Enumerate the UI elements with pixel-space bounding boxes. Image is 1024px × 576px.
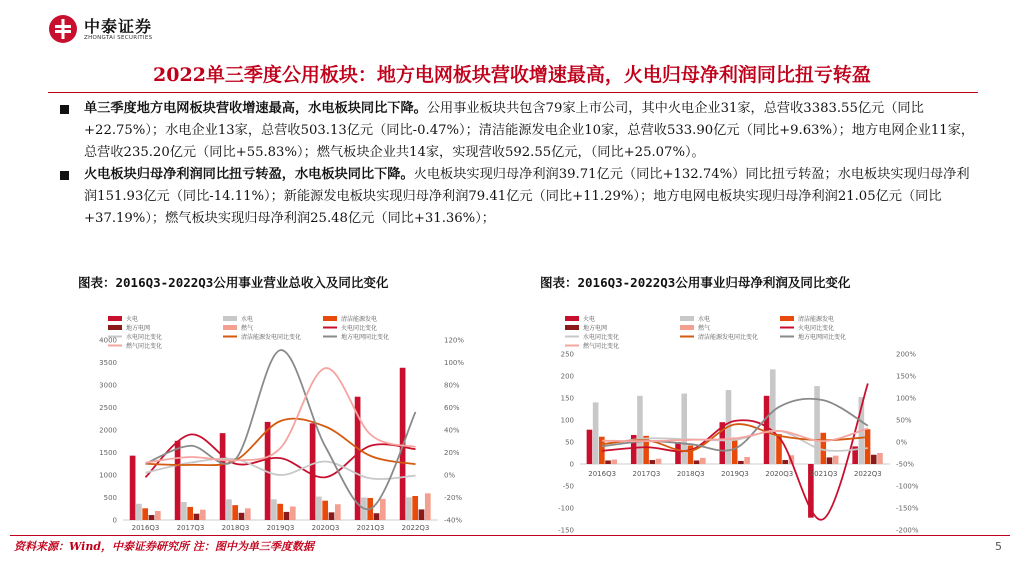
y-tick-label: 4000	[99, 336, 117, 345]
bar-hydro	[226, 499, 232, 520]
bar-hydro	[271, 499, 277, 520]
legend-swatch	[223, 316, 237, 321]
legend-label: 清洁能源发电	[798, 316, 835, 323]
logo-name-en: ZHONGTAI SECURITIES	[84, 34, 153, 41]
legend-label: 地方电网同比变化	[798, 334, 847, 341]
legend-label: 水电	[698, 316, 711, 323]
y-tick-label: 250	[560, 350, 574, 359]
revenue-chart	[78, 300, 478, 540]
legend-label: 燃气同比变化	[583, 343, 620, 350]
bar-thermal	[310, 423, 316, 520]
bar-grid	[827, 457, 833, 464]
bar-grid	[738, 461, 744, 464]
bar-gas	[245, 508, 251, 520]
legend-swatch	[565, 325, 579, 330]
bar-gas	[877, 453, 883, 464]
y-tick-label: 1500	[99, 449, 117, 457]
y2-tick-label: 80%	[444, 381, 460, 390]
bar-hydro	[770, 369, 776, 464]
x-tick-label: 2018Q3	[221, 524, 250, 532]
y-tick-label: 1000	[99, 471, 117, 480]
bullet-square-icon	[60, 171, 69, 180]
chart-title-revenue: 图表：2016Q3-2022Q3公用事业营业总收入及同比变化	[78, 275, 389, 290]
bar-gas	[744, 457, 750, 464]
y-tick-label: 3500	[99, 359, 117, 367]
bar-thermal	[764, 396, 770, 464]
bar-grid	[239, 513, 245, 520]
legend-label: 燃气同比变化	[126, 343, 163, 350]
y2-tick-label: 120%	[444, 336, 465, 345]
y2-tick-label: 20%	[444, 449, 460, 457]
bullet-list	[60, 98, 980, 230]
y-tick-label: 50	[565, 438, 574, 447]
bar-gas	[611, 460, 617, 464]
legend-swatch	[223, 325, 237, 330]
bullet-profit	[60, 164, 980, 230]
bar-hydro	[136, 504, 142, 520]
legend-swatch	[680, 325, 694, 330]
y-tick-label: 100	[560, 416, 574, 425]
bullet-revenue-body: 公用事业板块共包含79家上市公司，其中火电企业31家，总营收3383.55亿元（同比+22.75%）；水电企业13家，总营收503.13亿元（同比-0.47%）；清洁能源发电企业10家，总营收533.90亿元（同比+9.63%）；地方电网企业11家，总营收235.20亿元（同比+55.83%）；燃气板块企业共14家，实现营收592.55亿元，（同比+25.07%）。	[84, 101, 975, 160]
y2-tick-label: -200%	[896, 526, 919, 535]
x-tick-label: 2020Q3	[765, 470, 794, 478]
bar-hydro	[406, 497, 412, 520]
x-tick-label: 2016Q3	[131, 524, 160, 532]
bar-hydro	[637, 396, 643, 464]
y-tick-label: 2000	[99, 426, 117, 435]
legend-label: 燃气	[698, 325, 711, 332]
legend-label: 水电同比变化	[126, 334, 163, 341]
bar-thermal	[175, 441, 181, 520]
profit-chart	[540, 300, 940, 540]
legend-label: 地方电网	[583, 325, 608, 332]
logo-name-cn: 中泰证券	[84, 16, 153, 36]
bar-clean	[187, 507, 193, 520]
y-tick-label: -50	[562, 482, 574, 491]
legend-label: 清洁能源发电	[341, 316, 378, 323]
bar-grid	[374, 513, 380, 520]
bar-grid	[149, 515, 155, 520]
legend-label: 地方电网同比变化	[341, 334, 390, 341]
legend-label: 火电	[126, 316, 139, 323]
x-tick-label: 2018Q3	[676, 470, 705, 478]
chart-legend	[565, 315, 846, 350]
company-logo	[48, 14, 152, 44]
bar-clean	[865, 429, 871, 464]
bar-gas	[335, 504, 341, 520]
line-hydro_yoy	[146, 459, 416, 479]
legend-label: 水电同比变化	[583, 334, 620, 341]
bar-grid	[694, 460, 700, 464]
bar-clean	[732, 438, 738, 464]
legend-swatch	[565, 316, 579, 321]
bar-gas	[380, 499, 386, 520]
bar-clean	[688, 446, 694, 464]
source-note: 资料来源：Wind，中泰证券研究所 注：图中为单三季度数据	[14, 540, 314, 553]
footer-divider	[10, 535, 1010, 536]
bar-clean	[277, 504, 283, 520]
y2-tick-label: -50%	[896, 460, 915, 469]
y2-tick-label: 0%	[444, 471, 456, 480]
y-tick-label: 2500	[99, 404, 117, 412]
y2-tick-label: 100%	[896, 394, 917, 403]
x-tick-label: 2021Q3	[809, 470, 838, 478]
bar-gas	[290, 507, 296, 521]
bar-grid	[329, 512, 335, 520]
legend-swatch	[680, 316, 694, 321]
x-tick-label: 2017Q3	[632, 470, 661, 478]
y2-tick-label: -150%	[896, 504, 919, 513]
y2-tick-label: 100%	[444, 359, 465, 367]
bar-gas	[155, 511, 161, 520]
bar-hydro	[681, 394, 687, 464]
legend-label: 水电	[241, 316, 254, 323]
legend-label: 燃气	[241, 325, 254, 332]
logo-mark-icon	[48, 14, 78, 44]
bar-gas	[833, 456, 839, 464]
x-tick-label: 2021Q3	[356, 524, 385, 532]
legend-swatch	[108, 316, 122, 321]
bar-clean	[412, 496, 418, 520]
bar-grid	[194, 514, 200, 520]
y2-tick-label: 60%	[444, 404, 460, 412]
bar-grid	[284, 512, 290, 520]
legend-swatch	[108, 325, 122, 330]
bar-thermal	[587, 430, 593, 464]
y-tick-label: -150	[558, 526, 574, 535]
bar-gas	[200, 510, 206, 520]
bar-thermal	[130, 456, 136, 520]
bar-thermal	[220, 433, 226, 520]
y2-tick-label: 50%	[896, 416, 912, 425]
y-tick-label: 500	[103, 494, 117, 502]
x-tick-label: 2016Q3	[588, 470, 617, 478]
bar-clean	[232, 505, 238, 520]
y2-tick-label: -100%	[896, 482, 919, 491]
bar-grid	[650, 460, 656, 464]
bar-gas	[425, 493, 431, 520]
bar-hydro	[181, 502, 187, 520]
legend-label: 清洁能源发电同比变化	[698, 334, 759, 341]
legend-label: 火电同比变化	[798, 325, 835, 332]
bar-grid	[871, 455, 877, 464]
y2-tick-label: 200%	[896, 350, 917, 359]
bullet-revenue	[60, 98, 980, 164]
legend-label: 火电同比变化	[341, 325, 378, 332]
bullet-profit-body: 火电板块实现归母净利润39.71亿元（同比+132.74%）同比扭亏转盈；水电板块实现归母净利润151.93亿元（同比-14.11%）；新能源发电板块实现归母净利润79.41亿元（同比+11.29%）；地方电网电板块实现归母净利润21.05亿元（同比+37.19%）；燃气板块实现归母净利润25.48亿元（同比+31.36%）；	[84, 167, 970, 226]
bar-grid	[419, 509, 425, 520]
page-number: 5	[995, 540, 1002, 553]
bar-hydro	[814, 386, 820, 464]
slide-title: 2022单三季度公用板块：地方电网板块营收增速最高，火电归母净利润同比扭亏转盈	[153, 64, 871, 86]
chart-title-profit: 图表：2016Q3-2022Q3公用事业归母净利润及同比变化	[540, 275, 851, 290]
chart-legend	[108, 315, 389, 350]
bar-clean	[820, 433, 826, 464]
x-tick-label: 2022Q3	[401, 524, 430, 532]
bar-clean	[322, 501, 328, 520]
y2-tick-label: 150%	[896, 372, 917, 381]
bar-grid	[782, 460, 788, 464]
line-thermal_yoy	[146, 434, 416, 477]
y-tick-label: 0	[112, 516, 117, 525]
bullet-revenue-headline: 单三季度地方电网板块营收增速最高，水电板块同比下降。	[84, 101, 427, 116]
y-tick-label: 150	[560, 394, 574, 403]
legend-label: 清洁能源发电同比变化	[241, 334, 302, 341]
y2-tick-label: 40%	[444, 426, 460, 435]
x-tick-label: 2017Q3	[176, 524, 205, 532]
y2-tick-label: 0%	[896, 438, 908, 447]
y-tick-label: 3000	[99, 381, 117, 390]
x-tick-label: 2020Q3	[311, 524, 340, 532]
x-tick-label: 2019Q3	[266, 524, 295, 532]
y-tick-label: 0	[569, 460, 574, 469]
bar-gas	[700, 458, 706, 464]
bar-clean	[142, 508, 148, 520]
x-tick-label: 2019Q3	[721, 470, 749, 478]
bar-hydro	[593, 402, 599, 464]
bar-thermal	[675, 442, 681, 464]
legend-swatch	[323, 316, 337, 321]
bullet-square-icon	[60, 105, 69, 114]
legend-label: 地方电网	[126, 325, 151, 332]
legend-swatch	[780, 316, 794, 321]
bar-hydro	[316, 497, 322, 520]
line-grid_yoy	[146, 350, 416, 509]
bullet-profit-headline: 火电板块归母净利润同比扭亏转盈，水电板块同比下降。	[84, 167, 414, 182]
y2-tick-label: -20%	[444, 494, 463, 502]
y-tick-label: 200	[560, 372, 574, 381]
y2-tick-label: -40%	[444, 516, 463, 525]
line-gas_yoy	[146, 368, 416, 463]
bar-grid	[605, 460, 611, 464]
y-tick-label: -100	[558, 504, 574, 513]
bar-gas	[656, 459, 662, 464]
legend-label: 火电	[583, 316, 596, 323]
title-divider	[48, 92, 978, 93]
x-tick-label: 2022Q3	[853, 470, 882, 478]
